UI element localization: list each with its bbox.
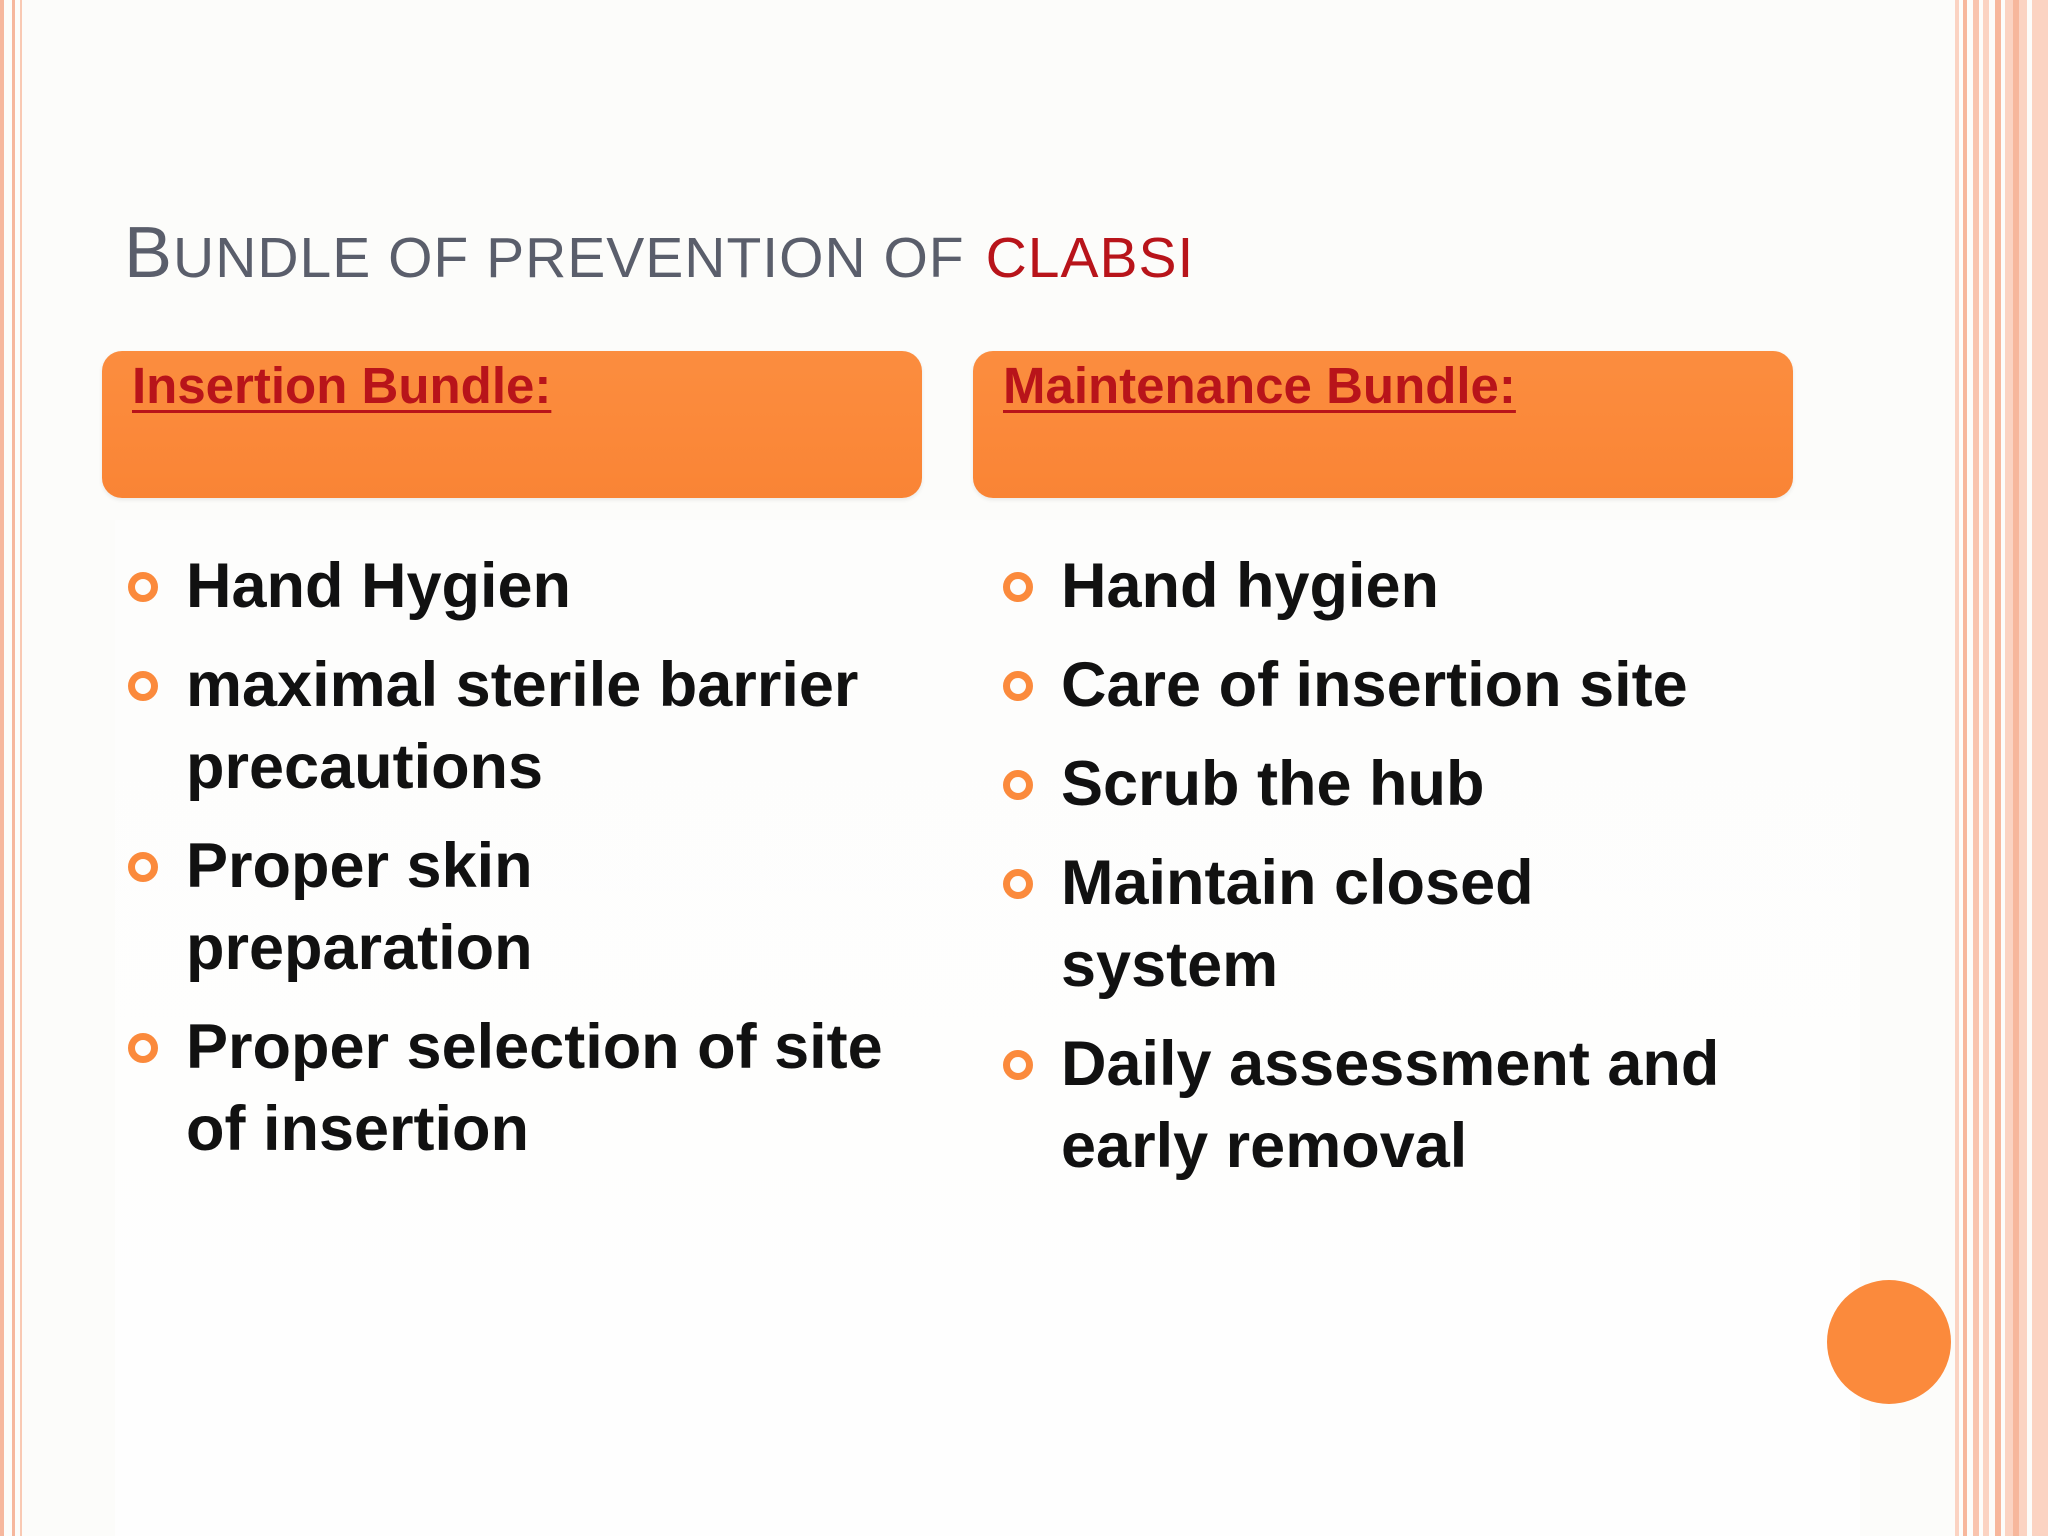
orange-ring-bullet-icon (1003, 869, 1033, 899)
slide-title (124, 212, 1194, 294)
insertion-bundle-list (125, 545, 885, 1187)
list-item-text: Proper skin preparation (186, 831, 533, 983)
list-item (1000, 743, 1760, 825)
list-item (1000, 644, 1760, 726)
orange-ring-bullet-icon (1003, 1050, 1033, 1080)
list-item (1000, 545, 1760, 627)
orange-ring-bullet-icon (128, 572, 158, 602)
orange-ring-bullet-icon (128, 852, 158, 882)
list-item-text: Hand Hygien (186, 551, 572, 621)
orange-circle-icon (1827, 1280, 1951, 1404)
orange-ring-bullet-icon (128, 671, 158, 701)
list-item-text: Hand hygien (1061, 551, 1440, 621)
list-item (1000, 1023, 1760, 1187)
left-border-line (20, 0, 22, 1536)
orange-ring-bullet-icon (128, 1033, 158, 1063)
list-item-text: Proper selection of site of insertion (186, 1012, 883, 1164)
insertion-bundle-label: Insertion Bundle: (132, 357, 552, 414)
orange-ring-bullet-icon (1003, 770, 1033, 800)
list-item (125, 644, 885, 808)
list-item (125, 1006, 885, 1170)
right-decorative-stripes (1955, 0, 2048, 1536)
title-main-text: UNDLE OF PREVENTION OF (173, 226, 965, 290)
list-item-text: Maintain closed system (1061, 848, 1534, 1000)
orange-ring-bullet-icon (1003, 572, 1033, 602)
list-item-text: maximal sterile barrier precautions (186, 650, 859, 802)
list-item-text: Daily assessment and early removal (1061, 1029, 1720, 1181)
left-border-line (12, 0, 15, 1536)
title-first-letter: B (124, 213, 174, 293)
title-accent-text: CLABSI (985, 226, 1195, 290)
insertion-bundle-header (102, 351, 922, 498)
list-item (125, 545, 885, 627)
list-item-text: Scrub the hub (1061, 749, 1485, 819)
maintenance-bundle-list (1000, 545, 1760, 1204)
maintenance-bundle-label: Maintenance Bundle: (1003, 357, 1516, 414)
orange-ring-bullet-icon (1003, 671, 1033, 701)
list-item (1000, 842, 1760, 1006)
maintenance-bundle-header (973, 351, 1793, 498)
list-item (125, 825, 885, 989)
left-border-line (0, 0, 4, 1536)
list-item-text: Care of insertion site (1061, 650, 1688, 720)
